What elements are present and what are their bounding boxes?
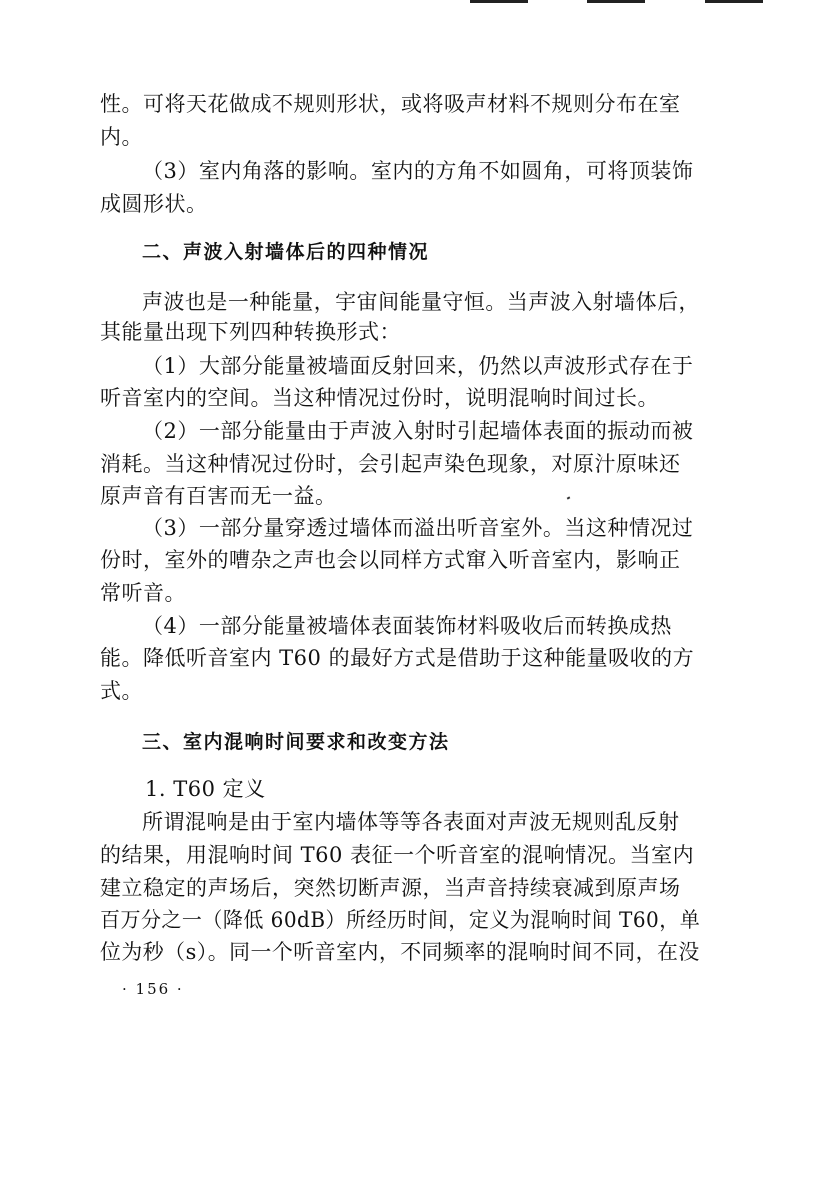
text-line: 常听音。 <box>100 581 186 605</box>
text-line: 成圆形状。 <box>100 192 208 216</box>
text-line: 声波也是一种能量，宇宙间能量守恒。当声波入射墙体后， <box>142 290 700 314</box>
text-line: 位为秒（s）。同一个听音室内，不同频率的混响时间不同，在没 <box>100 940 700 964</box>
top-rule <box>705 0 763 3</box>
subsection-heading: 1. T60 定义 <box>145 777 266 801</box>
text-line: （3）一部分量穿透过墙体而溢出听音室外。当这种情况过 <box>142 516 694 540</box>
text-line: 式。 <box>100 679 143 703</box>
text-line: 性。可将天花做成不规则形状，或将吸声材料不规则分布在室 <box>100 92 681 116</box>
text-line: 听音室内的空间。当这种情况过份时，说明混响时间过长。 <box>100 386 659 410</box>
section-heading: 三、室内混响时间要求和改变方法 <box>142 731 450 753</box>
text-line: 的结果，用混响时间 T60 表征一个听音室的混响情况。当室内 <box>100 843 695 867</box>
text-line: 所谓混响是由于室内墙体等等各表面对声波无规则乱反射 <box>142 810 680 834</box>
text-line: 建立稳定的声场后，突然切断声源，当声音持续衰减到原声场 <box>100 876 681 900</box>
text-line: 原声音有百害而无一益。 <box>100 484 337 508</box>
scan-speck <box>567 496 571 499</box>
page-number: · 156 · <box>122 980 184 998</box>
text-line: （2）一部分能量由于声波入射时引起墙体表面的振动而被 <box>142 419 694 443</box>
top-rule <box>470 0 528 3</box>
text-line: 消耗。当这种情况过份时，会引起声染色现象，对原汁原味还 <box>100 452 681 476</box>
text-line: （1）大部分能量被墙面反射回来，仍然以声波形式存在于 <box>142 354 694 378</box>
text-line: 内。 <box>100 125 143 149</box>
top-rule <box>587 0 645 3</box>
text-line: 其能量出现下列四种转换形式： <box>100 320 401 344</box>
text-line: 份时，室外的嘈杂之声也会以同样方式窜入听音室内，影响正 <box>100 548 681 572</box>
text-line: 百万分之一（降低 60dB）所经历时间，定义为混响时间 T60，单 <box>100 908 701 932</box>
text-line: （4）一部分能量被墙体表面装饰材料吸收后而转换成热 <box>142 614 672 638</box>
text-line: （3）室内角落的影响。室内的方角不如圆角，可将顶装饰 <box>142 159 694 183</box>
text-line: 能。降低听音室内 T60 的最好方式是借助于这种能量吸收的方 <box>100 646 695 670</box>
section-heading: 二、声波入射墙体后的四种情况 <box>142 241 430 263</box>
